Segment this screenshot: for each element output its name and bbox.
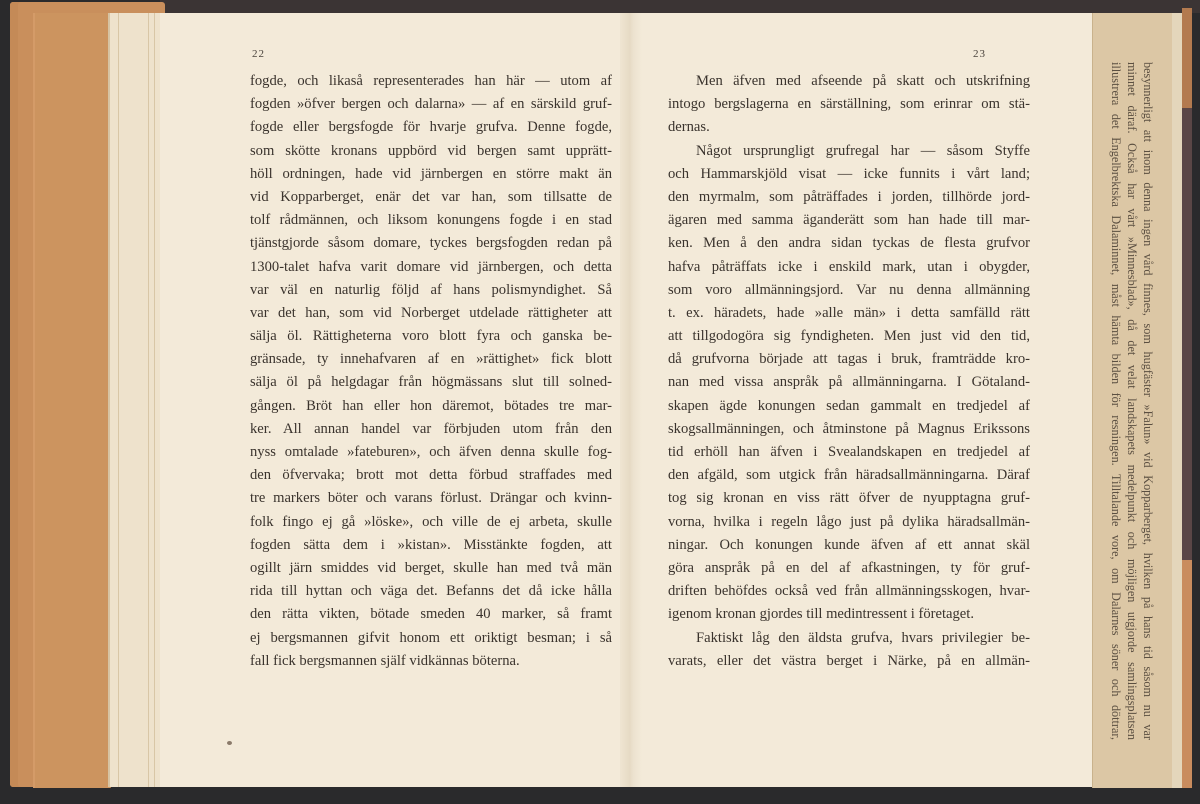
text-line: den afgäld, som utgick från häradsallmänningarna. Däraf xyxy=(668,467,1030,484)
text-line: fogden sätta dem i »kistan». Misstänkte fogden, att xyxy=(250,536,612,553)
paper-stain xyxy=(227,741,232,745)
text-line: igenom kronan gjordes till medintressent i företaget. xyxy=(668,606,974,623)
text-line: hafva påträffats icke i enskild mark, utan i obygder, xyxy=(668,258,1030,275)
text-line: tre markers böter och varans förlust. Drängar och kvinn- xyxy=(250,490,612,507)
left-page-stack xyxy=(108,13,162,787)
text-line: var det han, som vid Norberget utdelade rättigheter att xyxy=(250,304,612,321)
text-line: intogo bergslagerna en särställning, som erinrar om stä- xyxy=(668,96,1030,113)
text-line: t. ex. häradets, hade »alle män» i detta samfälld rätt xyxy=(668,304,1030,321)
text-line: driften behöfdes också ved från allmänningsskogen, hvar- xyxy=(668,583,1030,600)
text-line: folk fingo ej gå »löske», och ville de ej arbeta, skulle xyxy=(250,513,612,530)
text-line: ningar. Och konungen kunde äfven af ett annat skäl xyxy=(668,536,1030,553)
left-cover-flap xyxy=(33,13,111,788)
text-line: vid Kopparberget, enär det var han, som tillsatte de xyxy=(250,188,612,205)
book-gutter xyxy=(620,13,642,787)
right-cover-corner-bottom xyxy=(1182,560,1192,788)
text-line: höll ordningen, hade vid järnbergen en större makt än xyxy=(250,165,612,182)
text-line: den myrmalm, som påträffades i jorden, tillhörde jord- xyxy=(668,188,1030,205)
text-line: som voro allmänningsjord. Var nu denna allmänning xyxy=(668,281,1030,298)
text-line: skogsallmänningen, och åtminstone på Magnus Erikssons xyxy=(668,420,1030,437)
clipping-line: besynnerligt att inom denna ingen vård finnes, som hugfäster »Falun» vid Kopparberget, hvilken på hans tid såsom nu var xyxy=(1141,62,1155,740)
text-line: rida till hyttan och väga det. Befanns det då icke hålla xyxy=(250,583,612,600)
text-line: sälja öl på helgdagar från högmässans slut till solned- xyxy=(250,374,612,391)
text-line: dernas. xyxy=(668,119,710,136)
text-line: gången. Bröt han eller hon däremot, bötades tre mar- xyxy=(250,397,612,414)
text-line: varats, eller det västra berget i Närke, på en allmän- xyxy=(668,652,1030,669)
text-line: då grufvorna började att tagas i bruk, framträdde kro- xyxy=(668,351,1030,368)
text-line: ogillt järn smiddes vid berget, skulle han med två män xyxy=(250,559,612,576)
text-line: tid erhöll han äfven i Svealandskapen en tredjedel af xyxy=(668,444,1030,460)
page-edge-right xyxy=(1172,13,1182,788)
text-line: göra anspråk på en del af afkastningen, ty för gruf- xyxy=(668,559,1030,576)
text-line: fogde, och likaså representerades han här — utom af xyxy=(250,73,612,89)
text-line: ken. Men å den andra sidan tyckas de flesta grufvor xyxy=(668,235,1030,252)
text-line: ej bergsmannen gifvit honom ett oriktigt besman; i så xyxy=(250,629,612,646)
text-line: och Hammarskjöld visat — icke funnits i vårt land; xyxy=(668,165,1030,182)
text-line: nyss omtalade »fateburen», och äfven denna skulle fog- xyxy=(250,444,612,460)
text-line: gränsade, ty innehafvaren af en »rättighet» fick blott xyxy=(250,351,612,368)
text-line: den rätta vikten, bötade smeden 40 marker, så framt xyxy=(250,606,612,623)
text-line: fogde eller bergsfogde för hvarje grufva. Denne fogde, xyxy=(250,119,612,136)
clipping-text xyxy=(1108,62,1156,740)
left-page-text xyxy=(250,70,612,673)
text-line: var väl en naturlig följd af hans polismyndighet. Så xyxy=(250,281,612,298)
text-line: som skötte kronans uppbörd vid bergen samt upprätt- xyxy=(250,142,612,159)
text-line: tjänstgjorde såsom domare, tyckes bergsfogden redan på xyxy=(250,235,612,252)
left-page-number: 22 xyxy=(252,48,265,60)
text-line: att tillgodogöra sig fyndigheten. Men just vid den tid, xyxy=(668,328,1030,345)
text-line: vorna, hvilka i regeln lågo just på dylika häradsallmän- xyxy=(668,513,1030,530)
text-line: 1300-talet hafva varit domare vid järnbergen, och detta xyxy=(250,258,612,275)
clipping-line: illustrera det Engelbrektska Dalaminnet, måst hämta bilden för resningen. Tilltalande vore, om Dalarnes söner och döttrar, xyxy=(1109,62,1123,740)
book-spine-top xyxy=(160,0,1200,13)
text-line: fall fick bergsmannen själf vidkännas böterna. xyxy=(250,652,520,669)
right-page-text xyxy=(668,70,1030,673)
clipping-line: minnet däraf. Också har vårt »Minnesblad», då det velat landskapets medelpunkt och möjligen utgjorde samlingsplatsen xyxy=(1125,62,1139,740)
text-line: nan med vissa anspråk på allmänningarna. I Götaland- xyxy=(668,374,1030,391)
text-line: sälja öl. Rättigheterna voro blott fyra och ganska be- xyxy=(250,328,612,345)
text-line: ägaren med samma äganderätt som han hade till mar- xyxy=(668,212,1030,229)
text-line: Men äfven med afseende på skatt och utskrifning xyxy=(696,73,1030,89)
right-cover-corner-top xyxy=(1182,8,1192,108)
text-line: den öfvervaka; brott mot detta förbud straffades med xyxy=(250,467,612,484)
text-line: ker. All annan handel var förbjuden utom från den xyxy=(250,420,612,437)
text-line: fogden »öfver bergen och dalarna» — af en särskild gruf- xyxy=(250,96,612,113)
text-line: Något ursprungligt grufregal har — såsom Styffe xyxy=(696,142,1030,159)
text-line: Faktiskt låg den äldsta grufva, hvars privilegier be- xyxy=(696,629,1030,646)
text-line: tog sig kronan en viss rätt öfver de nyupptagna gruf- xyxy=(668,490,1030,507)
right-page-number: 23 xyxy=(973,48,986,60)
text-line: skapen ägde konungen sedan gammalt en tredjedel af xyxy=(668,397,1030,414)
text-line: tolf rådmännen, och liksom konungens fogde i en stad xyxy=(250,212,612,229)
